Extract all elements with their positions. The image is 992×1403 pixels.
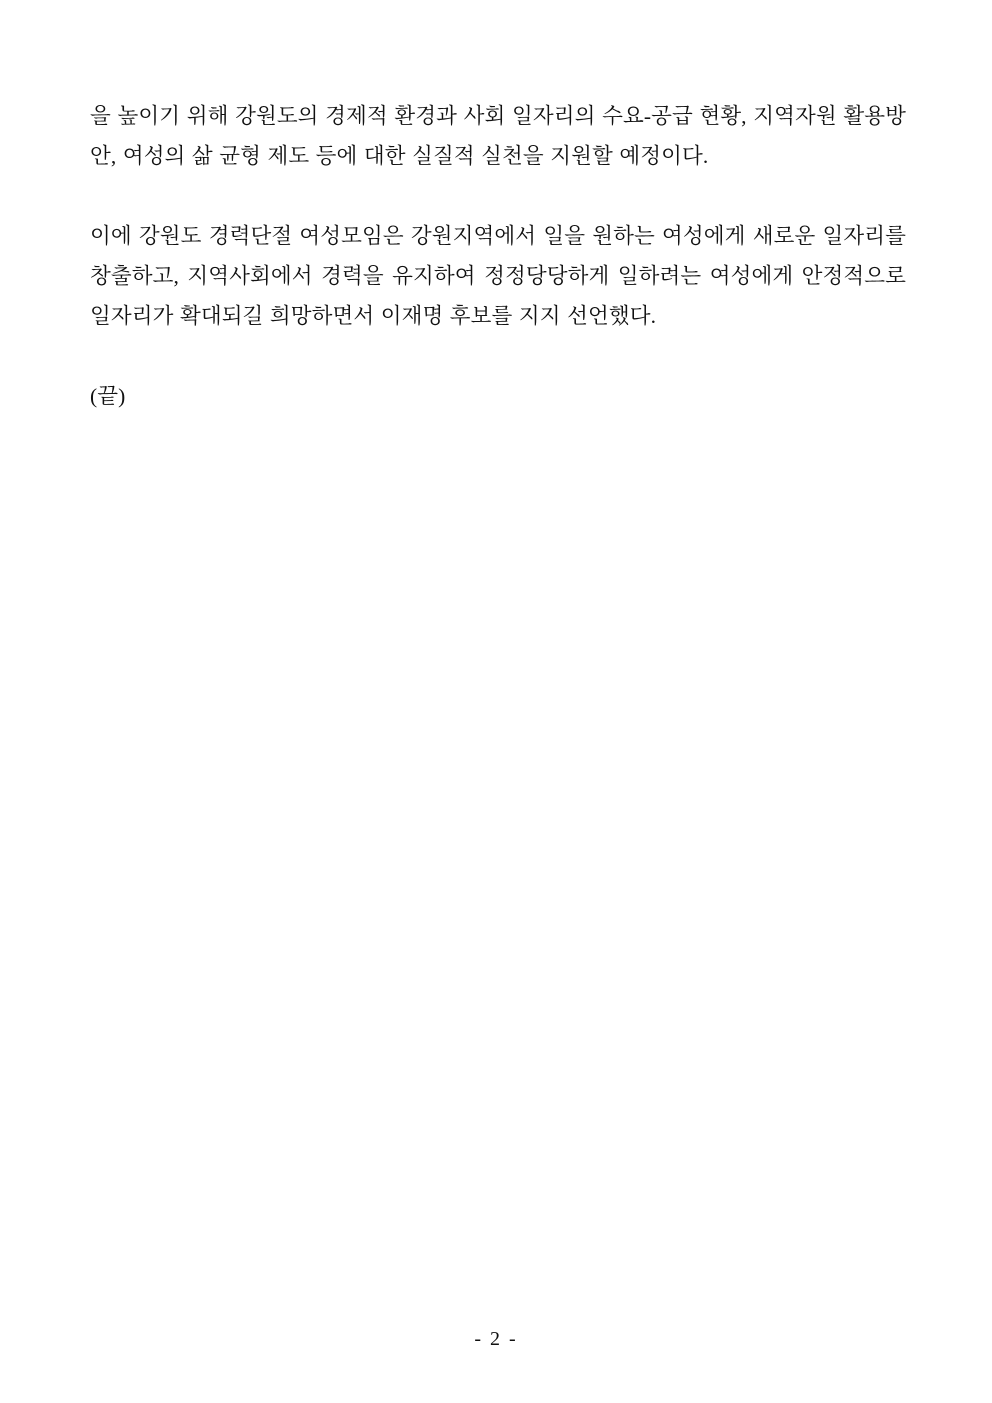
paragraph-1: 을 높이기 위해 강원도의 경제적 환경과 사회 일자리의 수요-공급 현황, 지역자원 활용방안, 여성의 삶 균형 제도 등에 대한 실질적 실천을 지원할 예정이다. <box>90 104 906 168</box>
paragraph-end-marker: (끝) <box>90 384 126 408</box>
page-number: - 2 - <box>474 1328 518 1350</box>
page-footer <box>0 1326 992 1352</box>
paragraph-2: 이에 강원도 경력단절 여성모임은 강원지역에서 일을 원하는 여성에게 새로운 일자리를 창출하고, 지역사회에서 경력을 유지하여 정정당당하게 일하려는 여성에게 안정적으로 일자리가 확대되길 희망하면서 이재명 후보를 지지 선언했다. <box>90 224 906 328</box>
document-body <box>90 96 906 416</box>
